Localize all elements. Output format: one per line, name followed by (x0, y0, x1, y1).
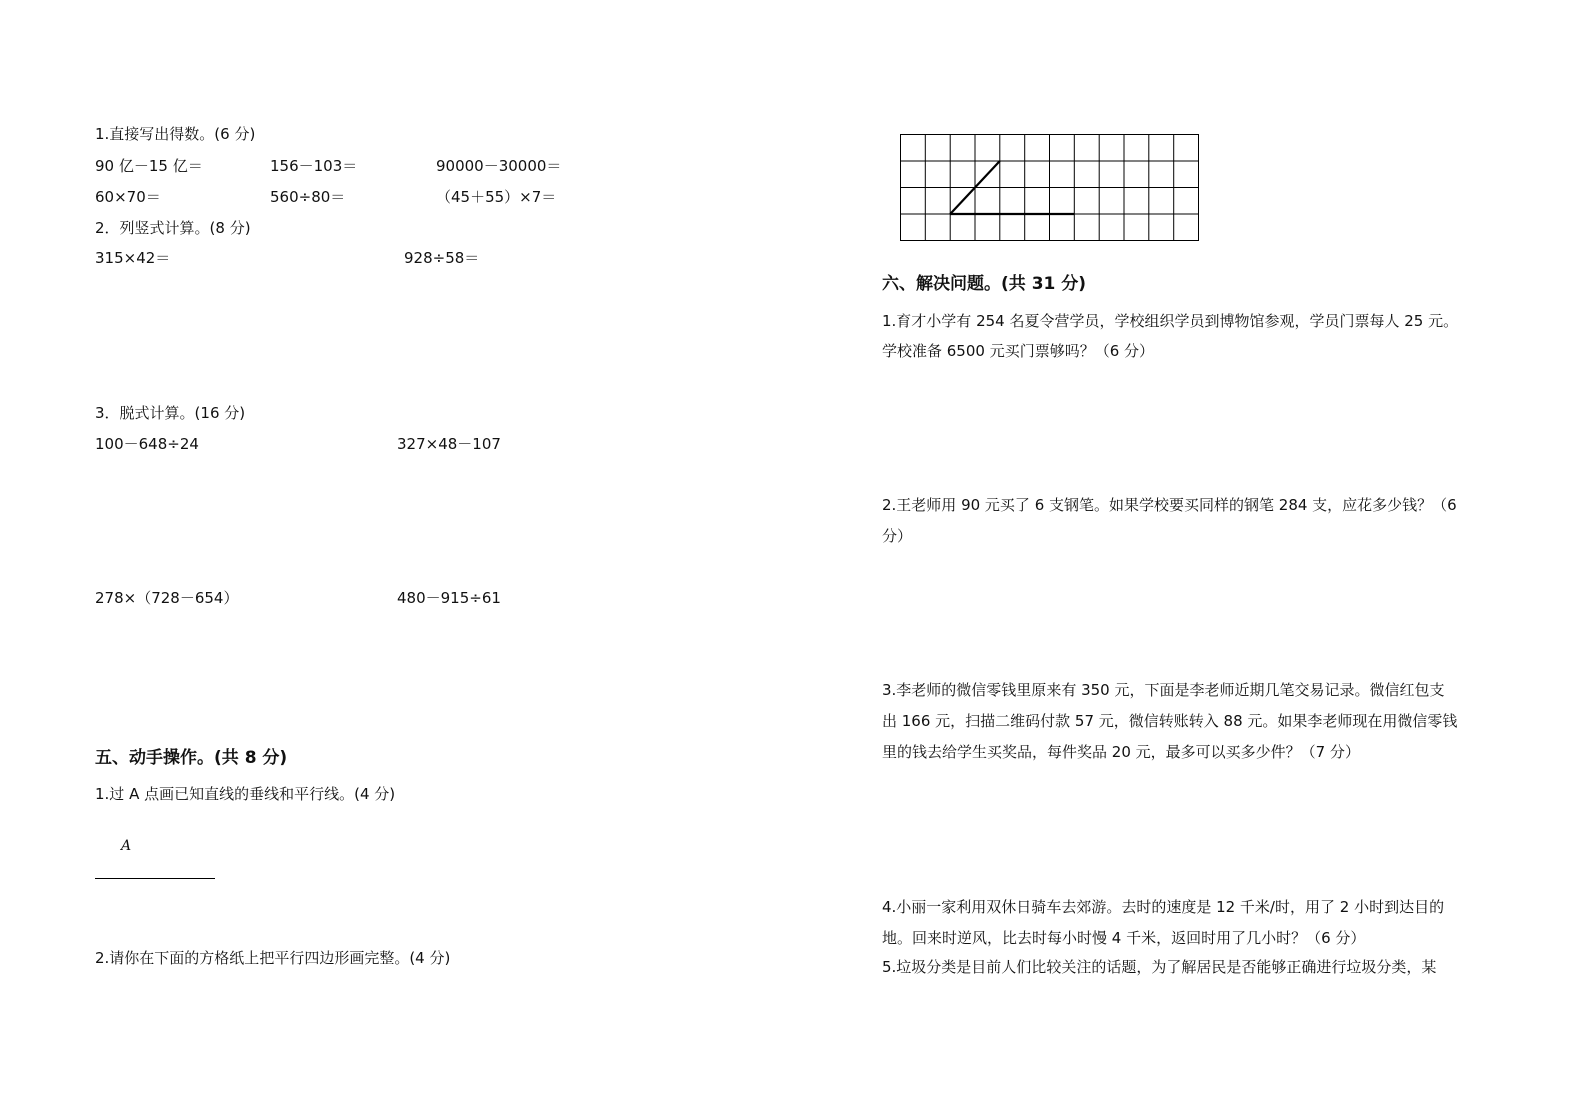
s5-question-1: 1.过 A 点画已知直线的垂线和平行线。(4 分) (95, 785, 396, 803)
square-grid-paper (900, 134, 1200, 242)
given-line (95, 878, 215, 879)
q1-item: 560÷80＝ (270, 188, 346, 206)
problem-3-line: 里的钱去给学生买奖品，每件奖品 20 元，最多可以买多少件？（7 分） (882, 743, 1360, 761)
problem-4-line: 4.小丽一家利用双休日骑车去郊游。去时的速度是 12 千米/时，用了 2 小时到达目的 (882, 898, 1445, 916)
section5-title: 五、动手操作。(共 8 分) (95, 748, 288, 768)
problem-3-line: 出 166 元，扫描二维码付款 57 元，微信转账转入 88 元。如果李老师现在用微信零钱 (882, 712, 1458, 730)
q3-item: 278×（728－654） (95, 589, 239, 607)
problem-2-line: 分） (882, 527, 913, 545)
q1-item: 90 亿－15 亿＝ (95, 157, 203, 175)
q3-item: 100－648÷24 (95, 435, 199, 453)
section6-title: 六、解决问题。(共 31 分) (882, 274, 1087, 294)
q1-item: （45＋55）×7＝ (436, 188, 557, 206)
grid-lines (900, 134, 1199, 241)
problem-1-line: 1.育才小学有 254 名夏令营学员，学校组织学员到博物馆参观，学员门票每人 25 元。 (882, 312, 1459, 330)
q1-item: 90000－30000＝ (436, 157, 562, 175)
q1-item: 60×70＝ (95, 188, 161, 206)
q1-title: 1.直接写出得数。(6 分) (95, 125, 256, 143)
problem-1-line: 学校准备 6500 元买门票够吗？（6 分） (882, 342, 1155, 360)
q3-item: 327×48－107 (397, 435, 501, 453)
problem-4-line: 地。回来时逆风，比去时每小时慢 4 千米，返回时用了几小时？（6 分） (882, 929, 1366, 947)
q2-item: 928÷58＝ (404, 249, 480, 267)
q2-item: 315×42＝ (95, 249, 171, 267)
problem-3-line: 3.李老师的微信零钱里原来有 350 元，下面是李老师近期几笔交易记录。微信红包支 (882, 681, 1445, 699)
problem-2-line: 2.王老师用 90 元买了 6 支钢笔。如果学校要买同样的钢笔 284 支，应花多少钱？（6 (882, 496, 1457, 514)
s5-question-2: 2.请你在下面的方格纸上把平行四边形画完整。(4 分) (95, 949, 451, 967)
problem-5-line: 5.垃圾分类是目前人们比较关注的话题，为了解居民是否能够正确进行垃圾分类，某 (882, 958, 1437, 976)
q3-item: 480－915÷61 (397, 589, 501, 607)
point-a-label: A (121, 838, 132, 854)
q2-title: 2．列竖式计算。(8 分) (95, 219, 251, 237)
q1-item: 156－103＝ (270, 157, 358, 175)
q3-title: 3．脱式计算。(16 分) (95, 404, 246, 422)
